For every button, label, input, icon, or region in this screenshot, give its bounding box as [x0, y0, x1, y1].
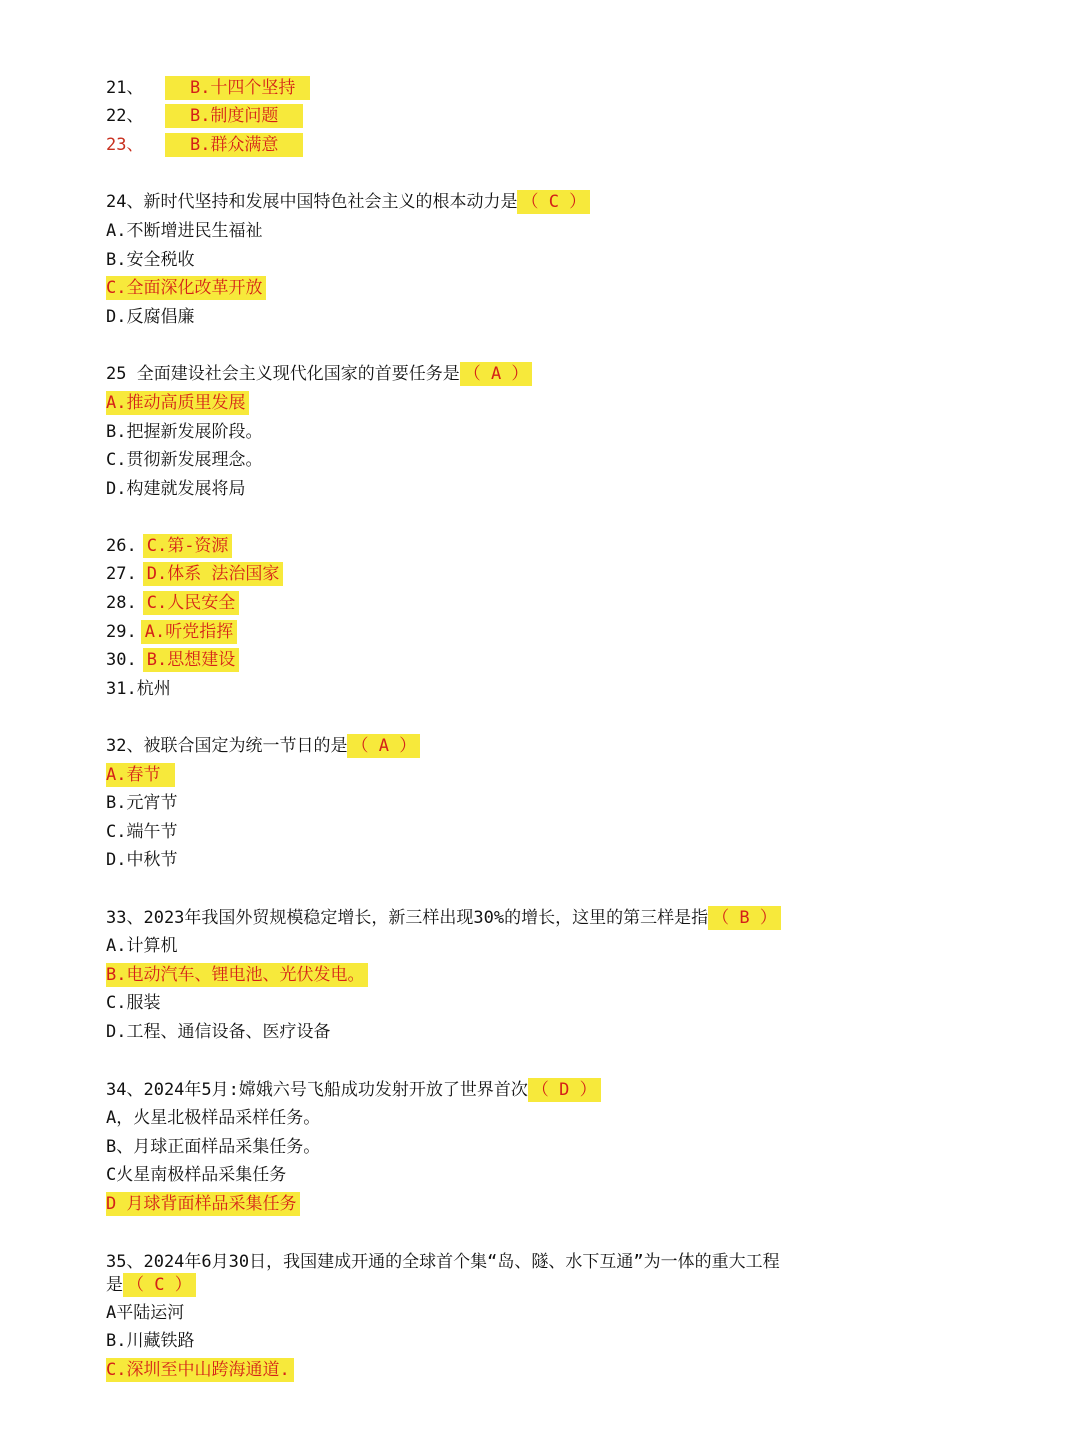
highlighted-answer: C.第-资源: [143, 534, 233, 558]
question-number: 26.: [106, 536, 137, 556]
question-number: 22、: [106, 106, 144, 126]
answer-row-30: [106, 648, 239, 672]
option: A平陆运河: [106, 1303, 185, 1323]
question-35-stem-line1: [106, 1250, 780, 1274]
option: D.工程、通信设备、医疗设备: [106, 1022, 331, 1042]
answer-key: （ D ）: [528, 1078, 601, 1102]
option: A.计算机: [106, 936, 178, 956]
question-text: 24、新时代坚持和发展中国特色社会主义的根本动力是: [106, 192, 518, 212]
option: C.服装: [106, 993, 161, 1013]
option: B.元宵节: [106, 793, 178, 813]
question-number: 21、: [106, 78, 144, 98]
option: B.川藏铁路: [106, 1331, 195, 1351]
answer-key: （ C ）: [517, 190, 590, 214]
answer-key: （ C ）: [123, 1273, 196, 1297]
question-number: 23、: [106, 135, 144, 155]
highlighted-answer: B.制度问题: [165, 104, 302, 128]
question-33-stem: [106, 906, 781, 930]
option-correct: C.全面深化改革开放: [106, 276, 266, 300]
option-correct: D 月球背面样品采集任务: [106, 1192, 300, 1216]
question-32-stem: [106, 734, 420, 758]
highlighted-answer: D.体系 法治国家: [143, 562, 284, 586]
option-correct: A.春节: [106, 763, 175, 787]
question-text: 35、2024年6月30日，我国建成开通的全球首个集“岛、隧、水下互通”为一体的重大工程: [106, 1252, 780, 1272]
option: C.贯彻新发展理念。: [106, 450, 263, 470]
answer-row-22: [106, 104, 303, 128]
answer-row-28: [106, 591, 239, 615]
option: C.端午节: [106, 822, 178, 842]
option: D.中秋节: [106, 850, 178, 870]
question-34-stem: [106, 1078, 601, 1102]
option: D.构建就发展将局: [106, 479, 246, 499]
question-number: 30.: [106, 650, 137, 670]
highlighted-answer: C.人民安全: [143, 591, 239, 615]
answer-row-23: [106, 133, 303, 157]
option: B.安全税收: [106, 250, 195, 270]
option-correct: A.推动高质里发展: [106, 391, 249, 415]
question-text: 25 全面建设社会主义现代化国家的首要任务是: [106, 364, 460, 384]
option: B.把握新发展阶段。: [106, 422, 263, 442]
option-correct: B.电动汽车、锂电池、光伏发电。: [106, 963, 368, 987]
highlighted-answer: B.思想建设: [143, 648, 239, 672]
question-number: 29.: [106, 622, 137, 642]
answer-key: （ A ）: [347, 734, 420, 758]
option: A，火星北极样品采样任务。: [106, 1108, 321, 1128]
answer-row-31: 31.杭州: [106, 679, 171, 699]
answer-row-26: [106, 534, 232, 558]
answer-key: （ B ）: [708, 906, 781, 930]
question-35-stem-line2: [106, 1273, 196, 1297]
highlighted-answer: A.听党指挥: [141, 620, 237, 644]
question-number: 27.: [106, 564, 137, 584]
question-text: 34、2024年5月:嫦娥六号飞船成功发射开放了世界首次: [106, 1080, 528, 1100]
highlighted-answer: B.十四个坚持: [165, 76, 309, 100]
option-correct: C.深圳至中山跨海通道.: [106, 1358, 294, 1382]
highlighted-answer: B.群众满意: [165, 133, 302, 157]
answer-row-29: [106, 620, 237, 644]
answer-key: （ A ）: [460, 362, 533, 386]
answer-row-27: [106, 562, 283, 586]
option: C火星南极样品采集任务: [106, 1165, 287, 1185]
option: D.反腐倡廉: [106, 307, 195, 327]
answer-row-21: [106, 76, 310, 100]
question-text: 是: [106, 1275, 123, 1295]
question-24-stem: [106, 190, 590, 214]
option: B、月球正面样品采集任务。: [106, 1137, 321, 1157]
question-number: 28.: [106, 593, 137, 613]
option: A.不断增进民生福祉: [106, 221, 263, 241]
question-25-stem: [106, 362, 532, 386]
question-text: 32、被联合国定为统一节日的是: [106, 736, 348, 756]
question-text: 33、2023年我国外贸规模稳定增长，新三样出现30%的增长，这里的第三样是指: [106, 908, 709, 928]
